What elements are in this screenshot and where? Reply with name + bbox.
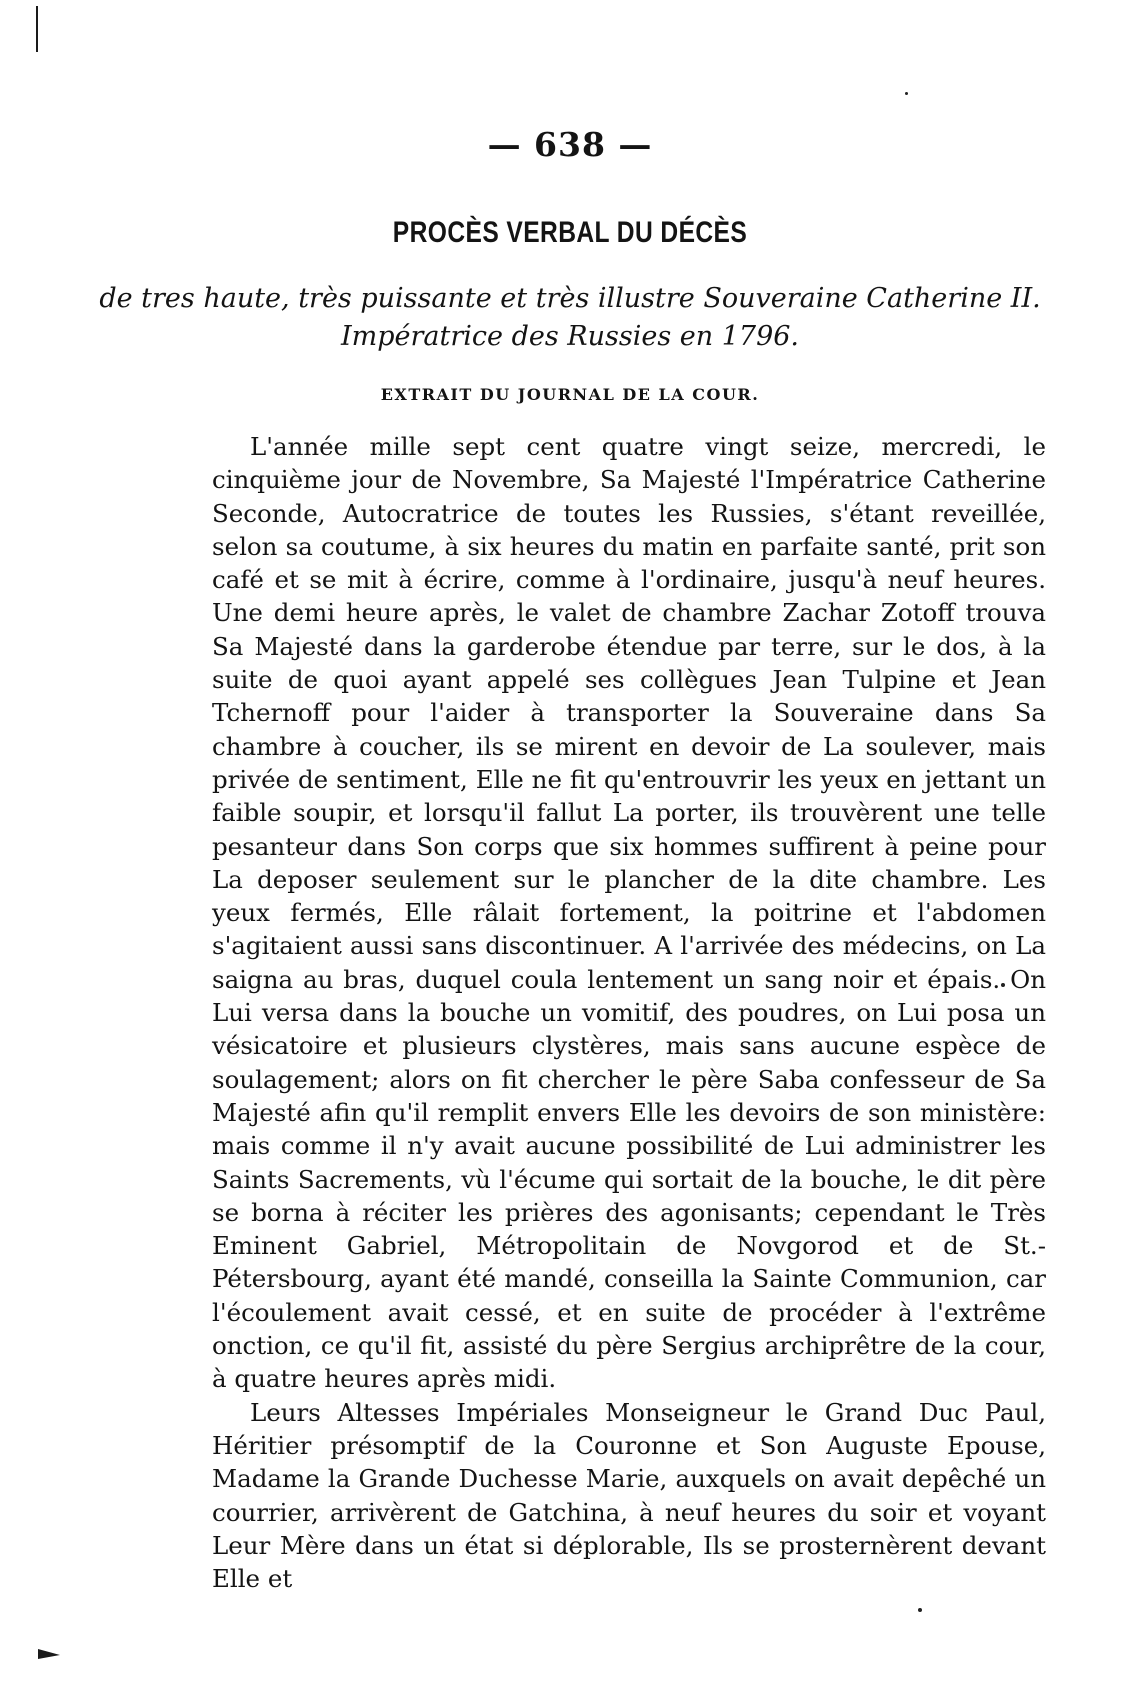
scan-edge-mark — [36, 6, 38, 52]
subtitle-line-2: Impératrice des Russies en 1796. — [340, 321, 800, 352]
scan-speck — [905, 92, 908, 95]
page-number: — 638 — — [487, 125, 653, 164]
body-text — [212, 430, 1046, 1595]
paragraph: Leurs Altesses Impériales Monseigneur le Grand Duc Paul, Héritier présomptif de la Couronne et Son Auguste Epouse, Madame la Grande Duchesse Marie, auxquels on avait depêché un courrier, arrivèrent de Gatchina, à neuf heures du soir et voyant Leur Mère dans un état si déplorable, Ils se prosternèrent devant Elle et — [212, 1397, 1046, 1594]
subtitle — [0, 280, 1140, 356]
scan-speck — [918, 1608, 922, 1612]
page-title: PROCÈS VERBAL DU DÉCÈS — [392, 216, 748, 249]
subtitle-line-1: de tres haute, très puissante et très illustre Souveraine Catherine II. — [99, 283, 1041, 314]
arrow-mark-icon — [38, 1649, 60, 1659]
paragraph: L'année mille sept cent quatre vingt seize, mercredi, le cinquième jour de Novembre, Sa Majesté l'Impératrice Catherine Seconde, Autocratrice de toutes les Russies, s'étant reveillée, selon sa coutume, à six heures du matin en parfaite santé, prit son café et se mit à écrire, comme à l'ordinaire, jusqu'à neuf heures. Une demi heure après, le valet de chambre Zachar Zotoff trouva Sa Majesté dans la garderobe étendue par terre, sur le dos, à la suite de quoi ayant appelé ses collègues Jean Tulpine et Jean Tchernoff pour l'aider à transporter la Souveraine dans Sa chambre à coucher, ils se mirent en devoir de La soulever, mais privée de sentiment, Elle ne fit qu'entrouvrir les yeux en jettant un faible soupir, et lorsqu'il fallut La porter, ils trouvèrent une telle pesanteur dans Son corps que six hommes suffirent à peine pour La deposer seulement sur le plancher de la dite chambre. Les yeux fermés, Elle râlait fortement, la poitrine et l'abdomen s'agitaient aussi sans discontinuer. A l'arrivée des médecins, on La saigna au bras, duquel coula lentement un sang noir et épais. On Lui versa dans la bouche un vomitif, des poudres, on Lui posa un vésicatoire et plusieurs clystères, mais sans aucune espèce de soulagement; alors on fit chercher le père Saba confesseur de Sa Majesté afin qu'il remplit envers Elle les devoirs de son ministère: mais comme il n'y avait aucune possibilité de Lui administrer les Saints Sacrements, vù l'écume qui sortait de la bouche, le dit père se borna à réciter les prières des agonisants; cependant le Très Eminent Gabriel, Métropolitain de Novgorod et de St.-Pétersbourg, ayant été mandé, conseilla la Sainte Communion, car l'écoulement avait cessé, et en suite de procéder à l'extrême onction, ce qu'il fit, assisté du père Sergius archiprêtre de la cour, à quatre heures après midi. — [212, 432, 1046, 1394]
section-heading: EXTRAIT DU JOURNAL DE LA COUR. — [380, 385, 760, 404]
